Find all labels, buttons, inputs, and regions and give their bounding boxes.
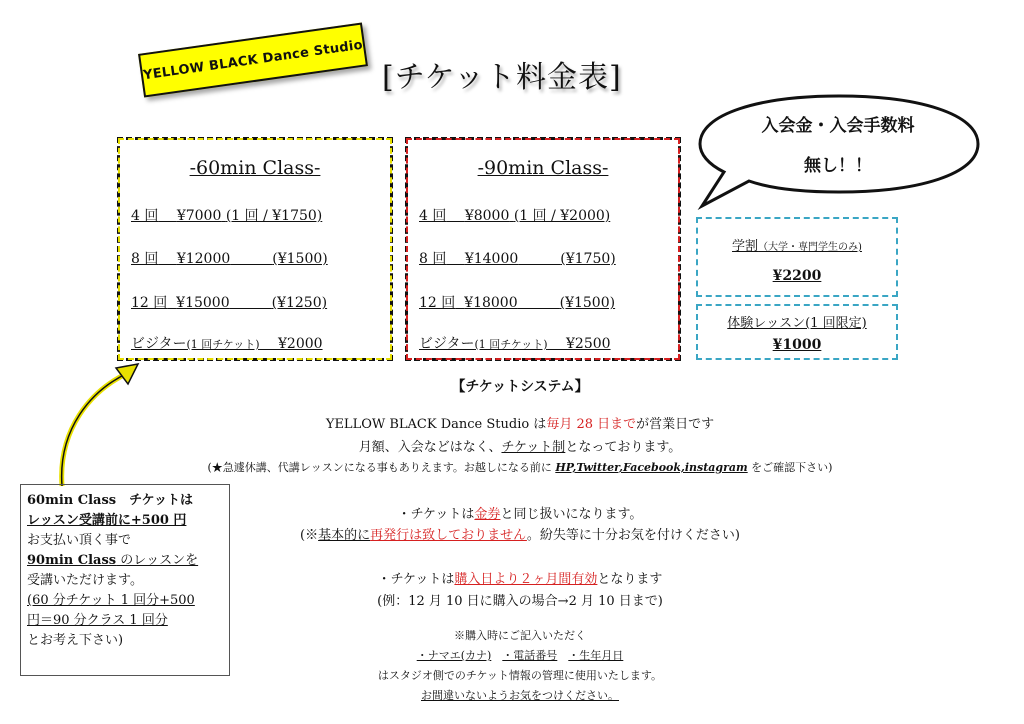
speech-bubble-text bbox=[716, 106, 960, 186]
note-line: お支払い頂く事で bbox=[27, 533, 132, 548]
class-90-visitor-row: ビジター(1 回チケット) ¥2500 bbox=[419, 336, 611, 352]
registration-usage: はスタジオ側でのチケット情報の管理に使用いたします。 bbox=[377, 669, 663, 682]
bubble-line-none: 無し！！ bbox=[804, 156, 872, 176]
system-line-business-days: YELLOW BLACK Dance Studio は毎月 28 日までが営業日です bbox=[325, 417, 715, 432]
studio-badge-text: YELLOW BLACK Dance Studio bbox=[142, 37, 364, 83]
student-discount-price: ¥2200 bbox=[772, 268, 822, 284]
note-line: (60 分チケット 1 回分+500 bbox=[27, 593, 195, 608]
rule-validity: ・チケットは購入日より２ヶ月間有効となります bbox=[377, 572, 663, 587]
class-90-row: 8 回 ¥14000 (¥1750) bbox=[419, 251, 616, 267]
note-line: レッスン受講前に+500 円 bbox=[27, 513, 187, 528]
note-line: 60min Class チケットは bbox=[27, 493, 193, 508]
registration-fields: ・ナマエ(カナ) ・電話番号 ・生年月日 bbox=[416, 649, 624, 662]
class-90-title: -90min Class- bbox=[477, 157, 609, 179]
trial-lesson-label: 体験レッスン(1 回限定) bbox=[727, 316, 867, 331]
note-line: 円＝90 分クラス 1 回分 bbox=[27, 613, 168, 628]
rule-reissue: (※基本的に再発行は致しておりません。紛失等に十分お気を付けください) bbox=[300, 528, 740, 543]
system-heading: 【チケットシステム】 bbox=[451, 379, 589, 395]
system-line-notice: (★急遽休講、代講レッスンになる事もありえます。お越しになる前に HP,Twitter,Facebook,instagram をご確認下さい) bbox=[207, 461, 833, 474]
bubble-line-fee: 入会金・入会手数料 bbox=[761, 116, 915, 136]
trial-lesson-price: ¥1000 bbox=[772, 337, 822, 353]
registration-intro: ※購入時にご記入いただく bbox=[454, 629, 586, 642]
class-90-row: 12 回 ¥18000 (¥1500) bbox=[419, 295, 616, 311]
note-line: とお考え下さい) bbox=[27, 633, 124, 648]
system-line-ticket: 月額、入会などはなく、チケット制となっております。 bbox=[358, 440, 682, 455]
student-discount-box bbox=[696, 217, 898, 297]
student-discount-label: 学割（大学・専門学生のみ) bbox=[732, 239, 862, 254]
trial-lesson-box bbox=[696, 304, 898, 360]
class-60-row: 8 回 ¥12000 (¥1500) bbox=[131, 251, 328, 267]
class-60-row: 4 回 ¥7000 (1 回 / ¥1750) bbox=[131, 208, 323, 224]
class-60-visitor-row: ビジター(1 回チケット) ¥2000 bbox=[131, 336, 323, 352]
class-60-title: -60min Class- bbox=[189, 157, 321, 179]
page-title: [チケット料金表] bbox=[382, 60, 622, 95]
rule-voucher: ・チケットは金券と同じ扱いになります。 bbox=[397, 507, 643, 522]
studio-badge bbox=[138, 22, 368, 97]
note-line: 受講いただけます。 bbox=[27, 573, 143, 588]
note-line: 90min Class のレッスンを bbox=[27, 553, 199, 568]
curved-arrow-icon bbox=[50, 350, 160, 490]
class-90-row: 4 回 ¥8000 (1 回 / ¥2000) bbox=[419, 208, 611, 224]
class-90-box bbox=[405, 137, 681, 361]
class-60-row: 12 回 ¥15000 (¥1250) bbox=[131, 295, 328, 311]
class-60-box bbox=[117, 137, 393, 361]
rule-validity-example: (例：12 月 10 日に購入の場合→2 月 10 日まで) bbox=[377, 594, 663, 609]
registration-warning: お間違いないようお気をつけください。 bbox=[421, 689, 619, 702]
